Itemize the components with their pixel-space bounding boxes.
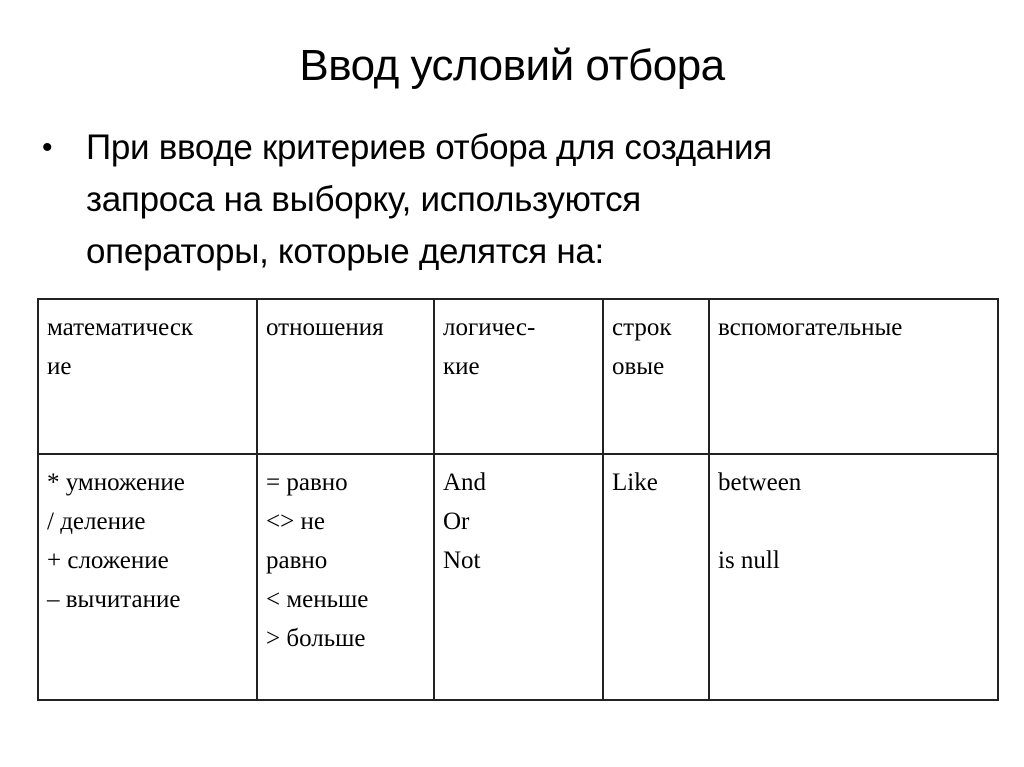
header-line: строк — [612, 314, 672, 341]
header-line: овые — [612, 353, 665, 380]
cell-logical-operators — [434, 454, 603, 700]
operators-table — [37, 298, 999, 701]
header-line: ие — [47, 353, 72, 380]
bullet-line: При вводе критериев отбора для создания — [86, 128, 772, 167]
header-line: кие — [443, 353, 480, 380]
table-header-row — [38, 299, 998, 454]
operator-line: – вычитание — [47, 586, 181, 613]
operator-line: <> не — [266, 508, 325, 535]
cell-mathematical-operators — [38, 454, 257, 700]
operator-line: < меньше — [266, 586, 369, 613]
operator-line: = равно — [266, 469, 348, 496]
operator-line: / деление — [47, 508, 146, 535]
operator-line: Or — [443, 508, 470, 535]
bullet-line: запроса на выборку, используются — [86, 180, 641, 219]
operator-line: between — [718, 469, 802, 496]
operator-line: And — [443, 469, 487, 496]
operator-line — [718, 502, 989, 541]
header-cell-string — [603, 299, 709, 454]
header-line: математическ — [47, 314, 194, 341]
cell-relational-operators — [257, 454, 434, 700]
header-cell-mathematical — [38, 299, 257, 454]
operator-line: + сложение — [47, 547, 169, 574]
header-line: вспомогательные — [718, 314, 903, 341]
cell-auxiliary-operators — [709, 454, 998, 700]
bullet-dot-icon: • — [42, 131, 53, 164]
operator-line: Not — [443, 547, 481, 574]
operator-line: равно — [266, 547, 328, 574]
header-cell-logical — [434, 299, 603, 454]
operator-line: Like — [612, 469, 658, 496]
header-cell-auxiliary — [709, 299, 998, 454]
operator-line: > больше — [266, 625, 366, 652]
header-cell-relational — [257, 299, 434, 454]
header-line: отношения — [266, 314, 384, 341]
operator-line: * умножение — [47, 469, 185, 496]
slide-title: Ввод условий отбора — [299, 41, 725, 90]
header-line: логичес- — [443, 314, 536, 341]
bullet-text — [86, 122, 966, 278]
bullet-paragraph — [42, 122, 1002, 278]
cell-string-operators — [603, 454, 709, 700]
table-row — [38, 454, 998, 700]
bullet-line: операторы, которые делятся на: — [86, 232, 604, 271]
operator-line: is null — [718, 547, 780, 574]
